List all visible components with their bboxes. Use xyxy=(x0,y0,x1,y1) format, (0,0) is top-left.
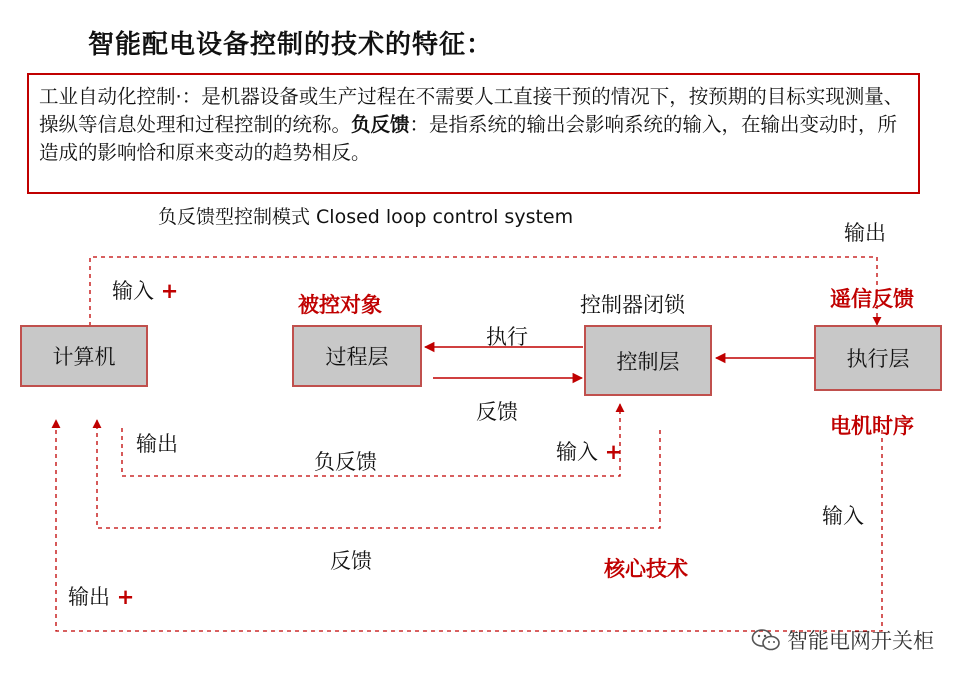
label-feedback-mid: 反馈 xyxy=(476,400,518,424)
definition-negative-feedback: ：是指系统的输出会影响系统的输入，在输出变动时，所造成的影响恰和原来变动的趋势相反。 xyxy=(39,113,898,164)
wechat-icon xyxy=(751,628,781,652)
label-output-bottom-text: 输出 xyxy=(68,585,110,609)
top-loop xyxy=(90,257,877,326)
outer-loop xyxy=(56,420,882,631)
label-input-left-text: 输入 xyxy=(112,279,154,303)
label-controller-lock: 控制器闭锁 xyxy=(580,293,685,317)
label-input-mid-text: 输入 xyxy=(556,440,598,464)
diagram-subtitle: 负反馈型控制模式 Closed loop control system xyxy=(158,206,574,228)
label-input-plus-mid xyxy=(556,436,622,466)
node-process-layer xyxy=(292,325,422,387)
label-controlled-object: 被控对象 xyxy=(298,293,382,317)
node-control-layer xyxy=(584,325,712,396)
label-input-plus-left xyxy=(112,275,178,305)
label-motor-timing: 电机时序 xyxy=(830,414,914,438)
page-title: 智能配电设备控制的技术的特征： xyxy=(88,30,494,60)
node-process-label: 过程层 xyxy=(325,345,389,369)
label-negative-feedback: 负反馈 xyxy=(314,450,377,474)
definition-automation: 工业自动化控制·：是机器设备或生产过程在不需要人工直接干预的情况下，按预期的目标实现测量、操纵等信息处理和过程控制的统称。 xyxy=(39,85,904,136)
plus-sign-mid: + xyxy=(604,440,623,464)
label-remote-feedback: 遥信反馈 xyxy=(830,287,914,311)
node-exec-label: 执行层 xyxy=(846,347,910,371)
label-input-right: 输入 xyxy=(822,504,864,528)
plus-sign-bottom: + xyxy=(116,585,135,609)
node-control-label: 控制层 xyxy=(616,349,680,374)
watermark-text: 智能电网开关柜 xyxy=(787,629,934,653)
definition-term: 负反馈 xyxy=(351,113,410,136)
node-computer-label: 计算机 xyxy=(52,345,116,369)
label-output-plus-bottom xyxy=(68,581,134,611)
label-output-top-right: 输出 xyxy=(844,221,886,245)
node-exec-layer xyxy=(814,325,942,391)
label-execute: 执行 xyxy=(486,325,528,349)
node-computer xyxy=(20,325,148,387)
watermark xyxy=(751,625,934,655)
label-output-left-mid: 输出 xyxy=(136,432,178,456)
label-core-tech: 核心技术 xyxy=(604,557,688,581)
label-feedback-bottom: 反馈 xyxy=(330,549,372,573)
plus-sign-top: + xyxy=(160,279,179,303)
